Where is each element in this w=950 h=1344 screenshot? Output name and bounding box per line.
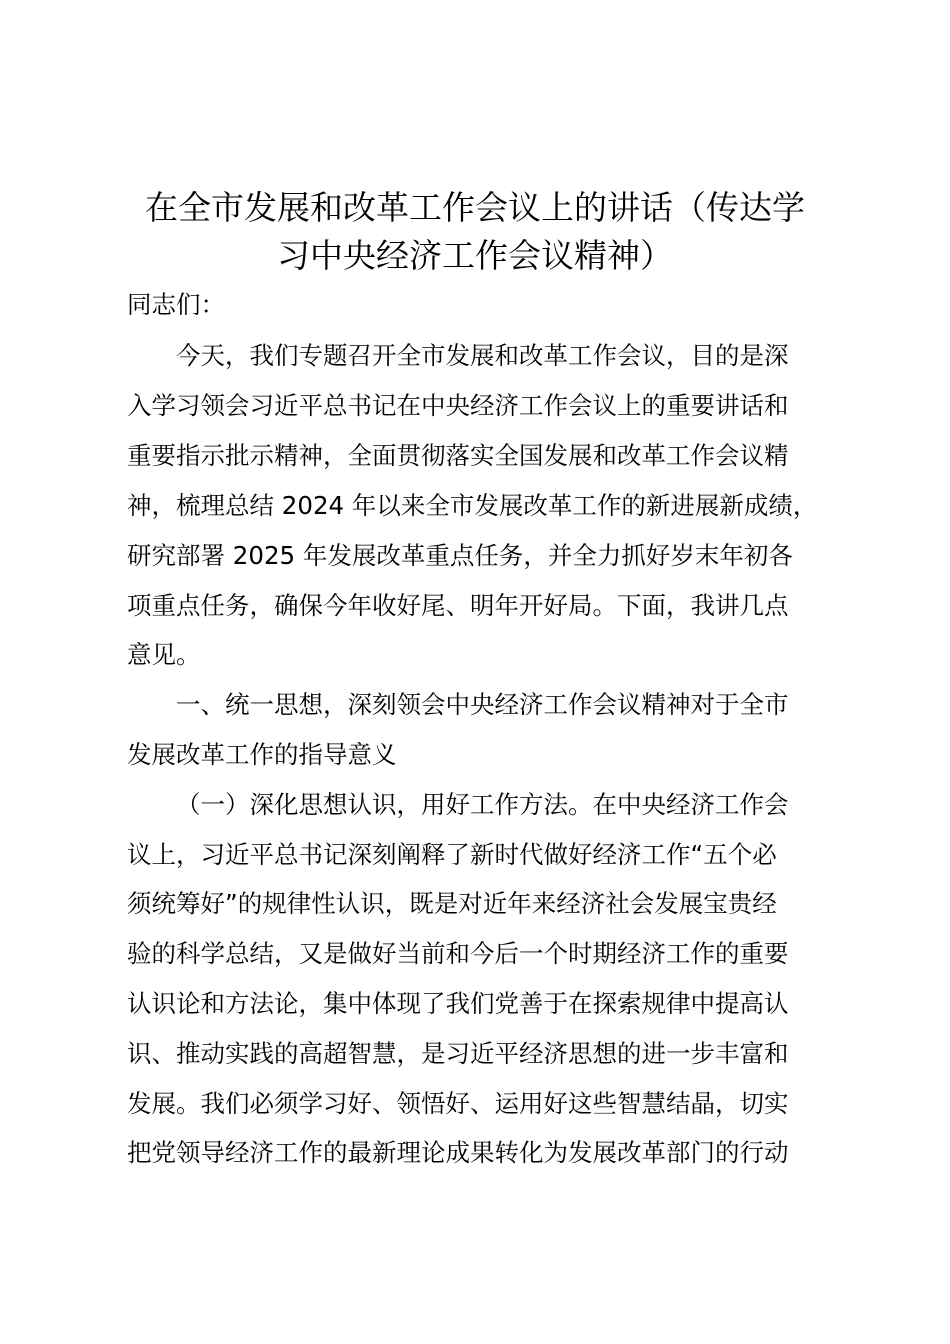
- body-line: 议上，习近平总书记深刻阐释了新时代做好经济工作“五个必: [127, 840, 777, 869]
- body-line: 意见。: [127, 640, 201, 669]
- body-line: 发展。我们必须学习好、领悟好、运用好这些智慧结晶，切实: [127, 1089, 789, 1118]
- document-title-line-1: 在全市发展和改革工作会议上的讲话（传达学: [145, 188, 805, 227]
- body-line: 今天，我们专题召开全市发展和改革工作会议，目的是深: [176, 341, 789, 370]
- body-line: 认识论和方法论，集中体现了我们党善于在探索规律中提高认: [127, 989, 789, 1018]
- body-line: 项重点任务，确保今年收好尾、明年开好局。下面，我讲几点: [127, 591, 789, 620]
- body-line: 把党领导经济工作的最新理论成果转化为发展改革部门的行动: [127, 1138, 789, 1167]
- salutation: 同志们：: [127, 290, 225, 319]
- body-line: 须统筹好”的规律性认识，既是对近年来经济社会发展宝贵经: [127, 889, 777, 918]
- body-line: 重要指示批示精神，全面贯彻落实全国发展和改革工作会议精: [127, 441, 789, 470]
- section-heading-line: 发展改革工作的指导意义: [127, 740, 397, 769]
- body-line: 验的科学总结，又是做好当前和今后一个时期经济工作的重要: [127, 939, 789, 968]
- body-line: 神，梳理总结 2024 年以来全市发展改革工作的新进展新成绩，: [127, 491, 818, 520]
- document-title-line-2: 习中央经济工作会议精神）: [277, 236, 673, 275]
- body-line: 入学习领会习近平总书记在中央经济工作会议上的重要讲话和: [127, 391, 789, 420]
- body-line: （一）深化思想认识，用好工作方法。在中央经济工作会: [176, 790, 789, 819]
- section-heading-line: 一、统一思想，深刻领会中央经济工作会议精神对于全市: [176, 690, 789, 719]
- body-line: 识、推动实践的高超智慧，是习近平经济思想的进一步丰富和: [127, 1039, 789, 1068]
- body-line: 研究部署 2025 年发展改革重点任务，并全力抓好岁末年初各: [127, 541, 793, 570]
